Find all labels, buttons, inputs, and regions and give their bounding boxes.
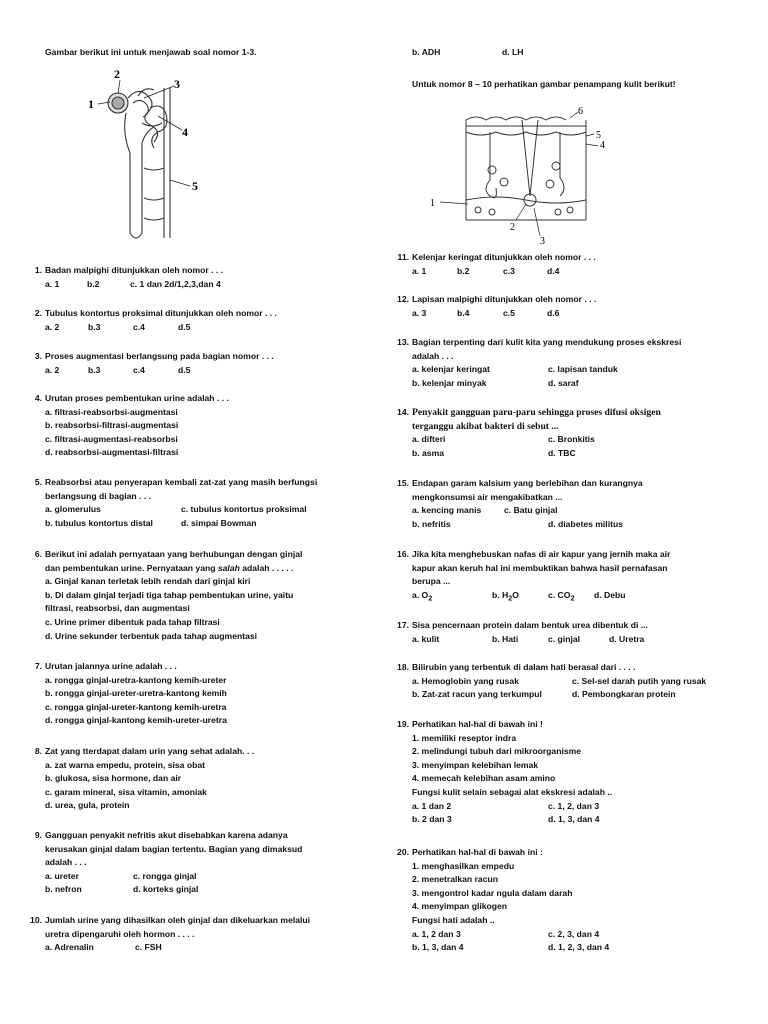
list-item: 2. melindungi tubuh dari mikroorganisme: [412, 746, 582, 757]
skin-label: 1: [430, 198, 435, 209]
question-stem: Kelenjar keringat ditunjukkan oleh nomor . . .: [412, 252, 596, 262]
question-19: [397, 718, 752, 827]
list-item: 4. memecah kelebihan asam amino: [412, 773, 556, 784]
question-2: [34, 307, 375, 334]
option[interactable]: b. tubulus kontortus distal: [45, 517, 153, 528]
question-number: 4.: [34, 393, 42, 403]
nephron-label: 2: [114, 68, 120, 81]
option-text: b. H: [492, 589, 509, 600]
option[interactable]: a. 1: [45, 278, 60, 289]
option[interactable]: c. Urine primer dibentuk pada tahap filtrasi: [45, 616, 220, 627]
option[interactable]: a. kulit: [412, 633, 440, 644]
option[interactable]: d. 1, 2, 3, dan 4: [548, 942, 610, 953]
skin-label: 6: [578, 106, 583, 117]
option[interactable]: b.3: [88, 364, 101, 375]
question-20: [397, 846, 752, 955]
list-item: 2. menetralkan racun: [412, 874, 498, 885]
option[interactable]: c.5: [503, 307, 515, 318]
nephron-label: 4: [182, 125, 188, 139]
question-number: 9.: [34, 830, 42, 840]
question-17: [397, 619, 752, 646]
option[interactable]: a. glomerulus: [45, 504, 101, 515]
question-stem: [45, 562, 375, 576]
question-number: 5.: [34, 477, 42, 487]
option[interactable]: b. reabsorbsi-filtrasi-augmentasi: [45, 420, 179, 431]
question-18: [397, 661, 752, 702]
question-ask: Fungsi kulit selain sebagai alat ekskresi adalah ..: [412, 786, 613, 797]
question-9: [34, 829, 375, 897]
option[interactable]: d. Pembongkaran protein: [572, 689, 676, 700]
nephron-label: 5: [192, 179, 198, 193]
option[interactable]: d.4: [547, 265, 560, 276]
option[interactable]: b.2: [457, 265, 470, 276]
question-stem: Urutan proses pembentukan urine adalah . . .: [45, 393, 229, 403]
option[interactable]: d. Debu: [594, 589, 626, 600]
option[interactable]: b.3: [88, 321, 101, 332]
question-number: 8.: [34, 746, 42, 756]
option[interactable]: a. Adrenalin: [45, 942, 94, 953]
option[interactable]: b. ADH: [412, 47, 441, 57]
question-number: 18.: [397, 662, 409, 672]
option[interactable]: c. FSH: [135, 942, 162, 953]
right-intro: Untuk nomor 8 – 10 perhatikan gambar penampang kulit berikut!: [412, 79, 676, 89]
question-11: [397, 251, 752, 278]
option[interactable]: c.3: [503, 265, 515, 276]
question-number: 12.: [397, 294, 409, 304]
option[interactable]: a. 3: [412, 307, 427, 318]
option[interactable]: c. Bronkitis: [548, 434, 595, 445]
question-12: [397, 293, 752, 320]
option[interactable]: a. difteri: [412, 434, 446, 445]
option[interactable]: b. nefritis: [412, 518, 451, 529]
option[interactable]: a. Hemoglobin yang rusak: [412, 675, 519, 686]
list-item: 3. mengontrol kadar ngula dalam darah: [412, 887, 573, 898]
option[interactable]: b.4: [457, 307, 470, 318]
option[interactable]: c.4: [133, 364, 145, 375]
option[interactable]: c. Batu ginjal: [504, 505, 558, 516]
option-continuation: filtrasi, reabsorbsi, dan augmentasi: [45, 603, 190, 614]
nephron-label: 1: [88, 97, 94, 111]
option[interactable]: c. 2, 3, dan 4: [548, 928, 600, 939]
question-stem: uretra dipengaruhi oleh hormon . . . .: [45, 928, 195, 939]
option[interactable]: d. saraf: [548, 377, 579, 388]
question-number: 1.: [34, 265, 42, 275]
question-number: 6.: [34, 549, 42, 559]
option[interactable]: b. 1, 3, dan 4: [412, 942, 464, 953]
option[interactable]: c.4: [133, 321, 145, 332]
question-3: [34, 350, 375, 377]
option[interactable]: d. 1, 3, dan 4: [548, 814, 600, 825]
nephron-label: 3: [174, 77, 180, 91]
option[interactable]: c. filtrasi-augmentasi-reabsorbsi: [45, 433, 178, 444]
option[interactable]: d. reabsorbsi-augmentasi-filtrasi: [45, 447, 179, 458]
option[interactable]: [548, 589, 594, 606]
option[interactable]: d. Uretra: [609, 633, 645, 644]
option[interactable]: d. korteks ginjal: [133, 884, 199, 895]
skin-label: 2: [510, 222, 515, 233]
question-stem: Proses augmentasi berlangsung pada bagian nomor . . .: [45, 351, 274, 361]
stem-part: dan pembentukan urine. Pernyataan yang: [45, 562, 218, 573]
option[interactable]: a. 1, 2 dan 3: [412, 928, 461, 939]
question-stem: Zat yang tterdapat dalam urin yang sehat adalah. . .: [45, 746, 255, 756]
list-item: 4. menyimpan glikogen: [412, 901, 508, 912]
skin-cross-section-figure: [430, 100, 630, 248]
question-4: [34, 392, 375, 460]
skin-label: 3: [540, 236, 545, 247]
stem-part: adalah . . . . .: [239, 562, 294, 573]
question-stem: Endapan garam kalsium yang berlebihan dan kurangnya: [412, 478, 643, 488]
option[interactable]: [412, 589, 492, 606]
question-number: 16.: [397, 549, 409, 559]
skin-label: 5: [596, 130, 601, 141]
question-stem: Penyakit gangguan paru-paru sehingga proses difusi oksigen: [412, 407, 661, 418]
question-stem: berlangsung di bagian . . .: [45, 490, 151, 501]
question-stem: Sisa pencernaan protein dalam bentuk urea dibentuk di ...: [412, 620, 648, 630]
question-number: 20.: [397, 847, 409, 857]
question-stem: Lapisan malpighi ditunjukkan oleh nomor . . .: [412, 294, 597, 304]
option[interactable]: d. TBC: [548, 447, 576, 458]
nephron-figure: [78, 68, 218, 248]
option[interactable]: a. rongga ginjal-uretra-kantong kemih-ureter: [45, 674, 227, 685]
option[interactable]: a. kencing manis: [412, 505, 482, 516]
question-14: [397, 406, 752, 460]
question-stem: Reabsorbsi atau penyerapan kembali zat-zat yang masih berfungsi: [45, 477, 318, 487]
option[interactable]: c. rongga ginjal: [133, 870, 197, 881]
option[interactable]: c. ginjal: [548, 633, 580, 644]
question-number: 11.: [397, 252, 409, 262]
question-10: [30, 914, 375, 955]
option[interactable]: a. Ginjal kanan terletak lebih rendah dari ginjal kiri: [45, 576, 251, 587]
question-16: [397, 548, 752, 606]
question-stem: Gangguan penyakit nefritis akut disebabkan karena adanya: [45, 830, 288, 840]
question-number: 14.: [397, 407, 409, 417]
option[interactable]: d. LH: [502, 47, 524, 57]
option[interactable]: a. filtrasi-reabsorbsi-augmentasi: [45, 406, 178, 417]
question-stem: Urutan jalannya urine adalah . . .: [45, 661, 177, 671]
question-stem: terganggu akibat bakteri di sebut ...: [412, 420, 559, 432]
question-stem: kerusakan ginjal dalam bagian tertentu. Bagian yang dimaksud: [45, 843, 303, 854]
question-number: 15.: [397, 478, 409, 488]
option[interactable]: b. rongga ginjal-ureter-uretra-kantong kemih: [45, 688, 227, 699]
question-number: 19.: [397, 719, 409, 729]
option[interactable]: [492, 589, 548, 606]
option[interactable]: c. 1 dan 2d/1,2,3,dan 4: [130, 278, 221, 289]
option[interactable]: d. simpai Bowman: [181, 517, 257, 528]
option[interactable]: d. rongga ginjal-kantong kemih-ureter-uretra: [45, 715, 227, 726]
option[interactable]: b. Zat-zat racun yang terkumpul: [412, 689, 542, 700]
option[interactable]: c. tubulus kontortus proksimal: [181, 504, 307, 515]
option[interactable]: c. garam mineral, sisa vitamin, amoniak: [45, 786, 207, 797]
option[interactable]: a. zat warna empedu, protein, sisa obat: [45, 759, 205, 770]
subscript: 2: [428, 594, 433, 603]
option[interactable]: b. Hati: [492, 633, 519, 644]
stem-emphasis: salah: [217, 562, 240, 573]
option[interactable]: c. rongga ginjal-ureter-kantong kemih-uretra: [45, 701, 227, 712]
option-text: O: [512, 589, 519, 600]
question-stem: Tubulus kontortus proksimal ditunjukkan oleh nomor . . .: [45, 308, 277, 318]
option[interactable]: b. Di dalam ginjal terjadi tiga tahap pembentukan urine, yaitu: [45, 589, 294, 600]
question-number: 7.: [34, 661, 42, 671]
option[interactable]: c. Sel-sel darah putih yang rusak: [572, 675, 707, 686]
question-8: [34, 745, 375, 813]
option[interactable]: a. 1 dan 2: [412, 800, 452, 811]
list-item: 3. menyimpan kelebihan lemak: [412, 759, 539, 770]
question-number: 3.: [34, 351, 42, 361]
list-item: 1. menghasilkan empedu: [412, 860, 515, 871]
question-number: 13.: [397, 337, 409, 347]
option[interactable]: d.6: [547, 307, 560, 318]
subscript: 2: [570, 594, 575, 603]
question-13: [397, 336, 752, 390]
option[interactable]: a. 2: [45, 321, 60, 332]
list-item: 1. memiliki reseptor indra: [412, 732, 517, 743]
question-15: [397, 477, 752, 531]
question-stem: Perhatikan hal-hal di bawah ini :: [412, 847, 543, 857]
option[interactable]: d.5: [178, 364, 191, 375]
option[interactable]: d. urea, gula, protein: [45, 800, 130, 811]
question-number: 2.: [34, 308, 42, 318]
question-stem: adalah . . .: [45, 857, 87, 868]
question-5: [34, 476, 375, 530]
question-number: 17.: [397, 620, 409, 630]
question-7: [34, 660, 375, 728]
skin-label: 4: [600, 140, 605, 151]
question-stem: Jumlah urine yang dihasilkan oleh ginjal dan dikeluarkan melalui: [45, 915, 311, 925]
option[interactable]: b. 2 dan 3: [412, 814, 452, 825]
option[interactable]: a. ureter: [45, 870, 79, 881]
option[interactable]: c. 1, 2, dan 3: [548, 800, 600, 811]
question-stem: kapur akan keruh hal ini membuktikan bahwa hasil pernafasan: [412, 562, 668, 573]
subscript: 2: [508, 594, 513, 603]
question-6: [34, 548, 375, 643]
question-stem: Berikut ini adalah pernyataan yang berhubungan dengan ginjal: [45, 549, 303, 559]
option[interactable]: b. asma: [412, 447, 445, 458]
question-stem: adalah . . .: [412, 350, 454, 361]
option-text: c. CO: [548, 589, 571, 600]
question-stem: Bagian terpenting dari kulit kita yang mendukung proses ekskresi: [412, 337, 682, 347]
option[interactable]: a. 2: [45, 364, 60, 375]
option[interactable]: c. lapisan tanduk: [548, 364, 618, 375]
option[interactable]: b. glukosa, sisa hormone, dan air: [45, 773, 182, 784]
question-number: 10.: [30, 915, 42, 925]
option[interactable]: d. Urine sekunder terbentuk pada tahap augmentasi: [45, 630, 258, 641]
option[interactable]: b. nefron: [45, 884, 82, 895]
question-stem: Badan malpighi ditunjukkan oleh nomor . . .: [45, 265, 224, 275]
question-1: [34, 264, 375, 291]
question-stem: Perhatikan hal-hal di bawah ini !: [412, 719, 543, 729]
question-stem: mengkonsumsi air mengakibatkan ...: [412, 491, 563, 502]
option[interactable]: d.5: [178, 321, 191, 332]
question-stem: Jika kita menghebuskan nafas di air kapur yang jernih maka air: [412, 549, 671, 559]
option-text: a. O: [412, 589, 429, 600]
option[interactable]: b.2: [87, 278, 100, 289]
question-stem: Bilirubin yang terbentuk di dalam hati berasal dari . . . .: [412, 662, 636, 672]
option[interactable]: b. kelenjar minyak: [412, 377, 487, 388]
question-stem: berupa ...: [412, 576, 451, 587]
option[interactable]: a. 1: [412, 265, 427, 276]
left-intro: Gambar berikut ini untuk menjawab soal nomor 1-3.: [45, 47, 257, 57]
option[interactable]: a. kelenjar keringat: [412, 364, 490, 375]
question-ask: Fungsi hati adalah ..: [412, 914, 495, 925]
option[interactable]: d. diabetes militus: [548, 518, 623, 529]
